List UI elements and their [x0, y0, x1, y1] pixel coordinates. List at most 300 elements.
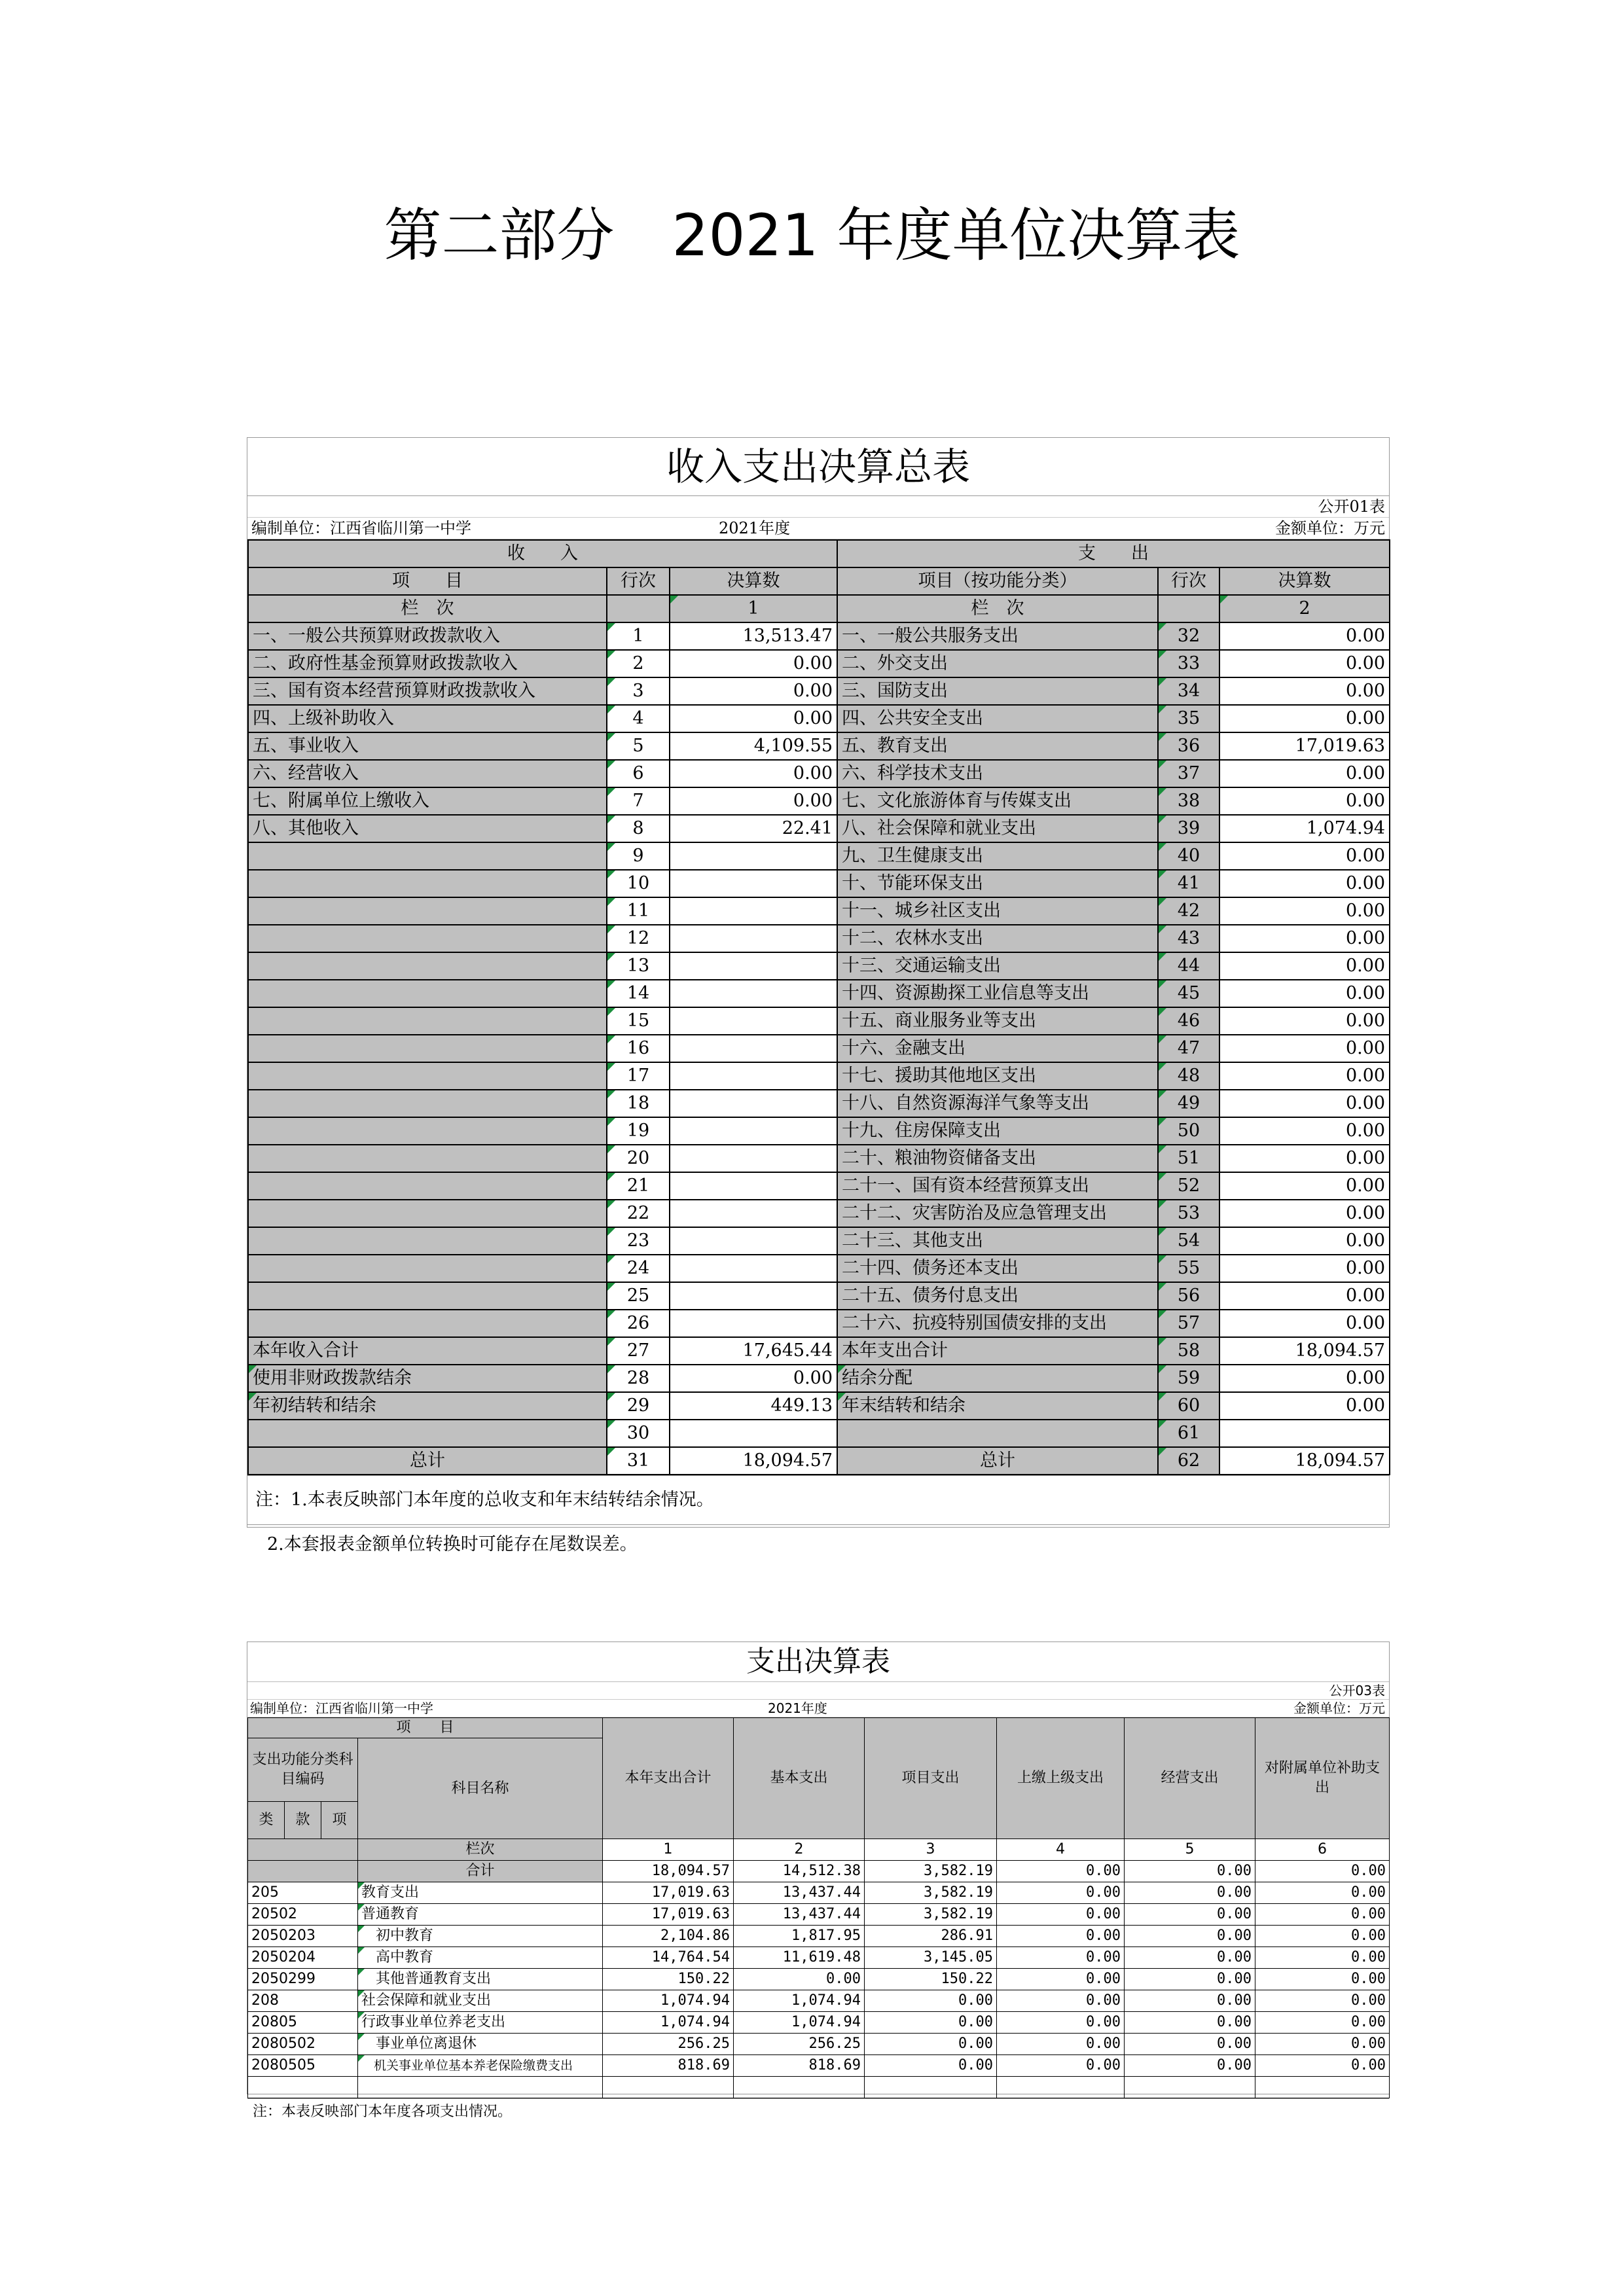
- table2-row: [248, 1926, 1390, 1947]
- income-amount: 17,645.44: [670, 1337, 837, 1365]
- expense-amount: 0.00: [1219, 870, 1390, 897]
- income-amount: [670, 952, 837, 980]
- table2-form-no-row: [247, 1682, 1389, 1700]
- table2-name: 其他普通教育支出: [358, 1969, 603, 1990]
- expense-item: 二十六、抗疫特别国债安排的支出: [837, 1310, 1158, 1337]
- expense-amount: 0.00: [1219, 925, 1390, 952]
- income-amount: [670, 1117, 837, 1145]
- expense-line-no: 61: [1158, 1420, 1219, 1447]
- table2-unit: 编制单位：江西省临川第一中学: [250, 1700, 433, 1716]
- table2-hdr-lei: 类: [248, 1802, 285, 1839]
- expense-item: 四、公共安全支出: [837, 705, 1158, 732]
- table2-value-6: 0.00: [1255, 2034, 1390, 2055]
- table2-value-1: 1,074.94: [603, 1990, 734, 2012]
- expense-line-no: 49: [1158, 1090, 1219, 1117]
- expense-amount: 1,074.94: [1219, 815, 1390, 842]
- income-line-no: 2: [607, 650, 670, 677]
- income-amount: [670, 1062, 837, 1090]
- table2-row: [248, 2012, 1390, 2034]
- table2-value-6: 0.00: [1255, 1926, 1390, 1947]
- expense-item: 五、教育支出: [837, 732, 1158, 760]
- income-amount: 0.00: [670, 677, 837, 705]
- table2-value-2: 1,074.94: [734, 1990, 865, 2012]
- income-item: [248, 1282, 607, 1310]
- table2-hdr-xiang: 项: [321, 1802, 358, 1839]
- expense-amount: 0.00: [1219, 650, 1390, 677]
- table2-value-5: 0.00: [1125, 2034, 1255, 2055]
- expense-amount: 0.00: [1219, 1392, 1390, 1420]
- expense-line-no: 38: [1158, 787, 1219, 815]
- income-amount: [670, 925, 837, 952]
- income-item: [248, 1227, 607, 1255]
- table2-empty-cell: [603, 2077, 734, 2098]
- income-expense-summary-table: [247, 437, 1390, 1554]
- table2-row: [248, 2034, 1390, 2055]
- expense-amount: 0.00: [1219, 760, 1390, 787]
- expense-amount: 0.00: [1219, 1172, 1390, 1200]
- table2-empty-cell: [865, 2077, 997, 2098]
- table2-hdr-code: 支出功能分类科目编码: [248, 1738, 358, 1802]
- income-line-no: 14: [607, 980, 670, 1007]
- table1-row: [248, 1090, 1390, 1117]
- income-amount: [670, 1420, 837, 1447]
- expense-amount: 0.00: [1219, 1365, 1390, 1392]
- income-amount: 0.00: [670, 1365, 837, 1392]
- table2-empty-cell: [997, 2077, 1125, 2098]
- income-line-no: 7: [607, 787, 670, 815]
- table2-value-3: 0.00: [865, 2012, 997, 2034]
- expense-line-no: 41: [1158, 870, 1219, 897]
- lanci-left: 栏 次: [248, 595, 607, 622]
- income-amount: 0.00: [670, 760, 837, 787]
- income-amount: [670, 1255, 837, 1282]
- income-amount: 4,109.55: [670, 732, 837, 760]
- income-amount: [670, 1090, 837, 1117]
- lanci-right-blank: [1158, 595, 1219, 622]
- table2-value-3: 0.00: [865, 2055, 997, 2077]
- table2-col-2: 基本支出: [734, 1718, 865, 1839]
- table2-empty-cell: [358, 2077, 603, 2098]
- income-line-no: 25: [607, 1282, 670, 1310]
- income-line-no: 3: [607, 677, 670, 705]
- expense-item: 一、一般公共服务支出: [837, 622, 1158, 650]
- table2-total-4: 0.00: [997, 1861, 1125, 1882]
- col-amount: 决算数: [670, 567, 837, 595]
- table2-heji: 合计: [358, 1861, 603, 1882]
- table1-row: [248, 1255, 1390, 1282]
- income-amount: 0.00: [670, 650, 837, 677]
- expense-amount: 0.00: [1219, 622, 1390, 650]
- expense-item: 七、文化旅游体育与传媒支出: [837, 787, 1158, 815]
- table1-note1: 注：1.本表反映部门本年度的总收支和年末结转结余情况。: [247, 1475, 1389, 1524]
- table2-col-6: 对附属单位补助支出: [1255, 1718, 1390, 1839]
- table2-name: 事业单位离退休: [358, 2034, 603, 2055]
- income-amount: 22.41: [670, 815, 837, 842]
- table2-header-row1: [248, 1718, 1390, 1738]
- table1-year: 2021年度: [719, 519, 791, 537]
- expense-amount: 18,094.57: [1219, 1447, 1390, 1475]
- expense-amount: 0.00: [1219, 705, 1390, 732]
- table1-note2: [247, 1524, 1389, 1564]
- table1-row: [248, 1420, 1390, 1447]
- expense-item: 二十五、债务付息支出: [837, 1282, 1158, 1310]
- table2-row: [248, 1882, 1390, 1904]
- income-item: [248, 1420, 607, 1447]
- income-item: [248, 1310, 607, 1337]
- expense-amount: 0.00: [1219, 952, 1390, 980]
- table2-name: 社会保障和就业支出: [358, 1990, 603, 2012]
- table2-code: 208: [248, 1990, 358, 2012]
- table1-meta-row: [247, 518, 1389, 539]
- col-line2: 行次: [1158, 567, 1219, 595]
- expense-line-no: 62: [1158, 1447, 1219, 1475]
- table1-row: [248, 1200, 1390, 1227]
- income-item: 年初结转和结余: [248, 1392, 607, 1420]
- table1-lanci-row: [248, 595, 1390, 622]
- expense-item: 二十、粮油物资储备支出: [837, 1145, 1158, 1172]
- table2-value-4: 0.00: [997, 1947, 1125, 1969]
- col-line: 行次: [607, 567, 670, 595]
- expense-amount: 18,094.57: [1219, 1337, 1390, 1365]
- income-item: [248, 925, 607, 952]
- expense-item: 六、科学技术支出: [837, 760, 1158, 787]
- table1-row: [248, 815, 1390, 842]
- col-item-func: 项目（按功能分类）: [837, 567, 1158, 595]
- expense-item: 三、国防支出: [837, 677, 1158, 705]
- lanci-left-no: 1: [670, 595, 837, 622]
- table2-grid: [247, 1717, 1390, 2098]
- lanci-right-no: 2: [1219, 595, 1390, 622]
- income-item: [248, 897, 607, 925]
- table2-total-6: 0.00: [1255, 1861, 1390, 1882]
- expense-line-no: 47: [1158, 1035, 1219, 1062]
- table2-value-2: 0.00: [734, 1969, 865, 1990]
- page-title: 第二部分 2021 年度单位决算表: [384, 202, 1240, 269]
- table1-section-header: [248, 540, 1390, 567]
- income-item: 总计: [248, 1447, 607, 1475]
- table2-value-2: 13,437.44: [734, 1904, 865, 1926]
- table2-value-5: 0.00: [1125, 2012, 1255, 2034]
- table2-name: 普通教育: [358, 1904, 603, 1926]
- table1-row: [248, 1310, 1390, 1337]
- income-amount: [670, 1310, 837, 1337]
- expense-amount: 0.00: [1219, 1200, 1390, 1227]
- table1-row: [248, 677, 1390, 705]
- income-line-no: 21: [607, 1172, 670, 1200]
- income-amount: [670, 1145, 837, 1172]
- expense-item: 十六、金融支出: [837, 1035, 1158, 1062]
- income-item: 使用非财政拨款结余: [248, 1365, 607, 1392]
- table1-currency: 金额单位：万元: [1275, 519, 1385, 537]
- expense-amount: 0.00: [1219, 1035, 1390, 1062]
- expense-item: [837, 1420, 1158, 1447]
- income-item: [248, 952, 607, 980]
- expense-line-no: 33: [1158, 650, 1219, 677]
- table2-value-1: 150.22: [603, 1969, 734, 1990]
- income-line-no: 29: [607, 1392, 670, 1420]
- table2-value-3: 3,582.19: [865, 1904, 997, 1926]
- income-line-no: 11: [607, 897, 670, 925]
- expense-line-no: 44: [1158, 952, 1219, 980]
- income-line-no: 10: [607, 870, 670, 897]
- expense-line-no: 59: [1158, 1365, 1219, 1392]
- table2-value-3: 0.00: [865, 1990, 997, 2012]
- table2-note: 注：本表反映部门本年度各项支出情况。: [247, 2098, 1389, 2125]
- expense-amount: 0.00: [1219, 1117, 1390, 1145]
- expense-line-no: 50: [1158, 1117, 1219, 1145]
- table2-total-blank: [248, 1861, 358, 1882]
- income-line-no: 8: [607, 815, 670, 842]
- table1-grid: [247, 539, 1390, 1475]
- expense-item: 十一、城乡社区支出: [837, 897, 1158, 925]
- table2-col-5: 经营支出: [1125, 1718, 1255, 1839]
- income-line-no: 12: [607, 925, 670, 952]
- table2-value-5: 0.00: [1125, 1882, 1255, 1904]
- table2-lanci-row: [248, 1839, 1390, 1861]
- expense-amount: 0.00: [1219, 842, 1390, 870]
- expense-amount: 0.00: [1219, 787, 1390, 815]
- expense-amount: 0.00: [1219, 1282, 1390, 1310]
- table2-code: 20502: [248, 1904, 358, 1926]
- expense-amount: 0.00: [1219, 1227, 1390, 1255]
- expense-line-no: 53: [1158, 1200, 1219, 1227]
- income-item: 二、政府性基金预算财政拨款收入: [248, 650, 607, 677]
- table2-col-4: 上缴上级支出: [997, 1718, 1125, 1839]
- table2-value-3: 286.91: [865, 1926, 997, 1947]
- income-amount: [670, 870, 837, 897]
- table2-total-3: 3,582.19: [865, 1861, 997, 1882]
- table2-value-6: 0.00: [1255, 2012, 1390, 2034]
- expense-line-no: 37: [1158, 760, 1219, 787]
- income-item: [248, 1035, 607, 1062]
- expense-line-no: 48: [1158, 1062, 1219, 1090]
- income-amount: [670, 842, 837, 870]
- income-amount: 0.00: [670, 787, 837, 815]
- expense-amount: 0.00: [1219, 1255, 1390, 1282]
- income-line-no: 5: [607, 732, 670, 760]
- table1-row: [248, 1145, 1390, 1172]
- income-item: 五、事业收入: [248, 732, 607, 760]
- income-header: 收 入: [248, 540, 837, 567]
- table2-currency: 金额单位：万元: [1293, 1700, 1385, 1716]
- table2-total-1: 18,094.57: [603, 1861, 734, 1882]
- table2-code: 2080505: [248, 2055, 358, 2077]
- expense-amount: 17,019.63: [1219, 732, 1390, 760]
- income-item: [248, 1117, 607, 1145]
- table2-value-6: 0.00: [1255, 2055, 1390, 2077]
- table1-note2-text: 2.本套报表金额单位转换时可能存在尾数误差。: [267, 1534, 638, 1554]
- table2-year: 2021年度: [768, 1700, 827, 1716]
- income-line-no: 30: [607, 1420, 670, 1447]
- table2-value-4: 0.00: [997, 2055, 1125, 2077]
- expense-amount: 0.00: [1219, 1007, 1390, 1035]
- income-item: [248, 1090, 607, 1117]
- table2-row: [248, 1904, 1390, 1926]
- table2-lanci: 栏次: [358, 1839, 603, 1861]
- table2-code: 2050203: [248, 1926, 358, 1947]
- table2-value-1: 256.25: [603, 2034, 734, 2055]
- expense-line-no: 40: [1158, 842, 1219, 870]
- income-item: 三、国有资本经营预算财政拨款收入: [248, 677, 607, 705]
- expense-header: 支 出: [837, 540, 1390, 567]
- income-item: [248, 1200, 607, 1227]
- expense-line-no: 60: [1158, 1392, 1219, 1420]
- table1-row: [248, 787, 1390, 815]
- table2-value-2: 818.69: [734, 2055, 865, 2077]
- table2-col-1: 本年支出合计: [603, 1718, 734, 1839]
- expense-item: 二十二、灾害防治及应急管理支出: [837, 1200, 1158, 1227]
- expense-item: 二十三、其他支出: [837, 1227, 1158, 1255]
- expense-line-no: 39: [1158, 815, 1219, 842]
- table2-value-1: 818.69: [603, 2055, 734, 2077]
- table2-empty-cell: [1255, 2077, 1390, 2098]
- table2-value-1: 17,019.63: [603, 1904, 734, 1926]
- table2-value-4: 0.00: [997, 1969, 1125, 1990]
- table2-value-1: 17,019.63: [603, 1882, 734, 1904]
- table1-row: [248, 760, 1390, 787]
- income-item: [248, 980, 607, 1007]
- expense-line-no: 34: [1158, 677, 1219, 705]
- expense-amount: 0.00: [1219, 1145, 1390, 1172]
- expense-line-no: 58: [1158, 1337, 1219, 1365]
- table2-value-2: 1,817.95: [734, 1926, 865, 1947]
- table2-name: 高中教育: [358, 1947, 603, 1969]
- table2-colnum-6: 6: [1255, 1839, 1390, 1861]
- table1-row: [248, 1227, 1390, 1255]
- income-line-no: 20: [607, 1145, 670, 1172]
- table2-hdr-name: 科目名称: [358, 1738, 603, 1839]
- table1-row: [248, 650, 1390, 677]
- expense-item: 二、外交支出: [837, 650, 1158, 677]
- expense-item: 十九、住房保障支出: [837, 1117, 1158, 1145]
- table1-row: [248, 1337, 1390, 1365]
- income-item: 四、上级补助收入: [248, 705, 607, 732]
- income-line-no: 26: [607, 1310, 670, 1337]
- expense-line-no: 45: [1158, 980, 1219, 1007]
- table2-code: 2050204: [248, 1947, 358, 1969]
- table2-value-3: 3,582.19: [865, 1882, 997, 1904]
- table1-row: [248, 1172, 1390, 1200]
- table1-row: [248, 705, 1390, 732]
- table2-colnum-1: 1: [603, 1839, 734, 1861]
- table1-form-no: 公开01表: [1318, 497, 1385, 516]
- income-item: [248, 1007, 607, 1035]
- lanci-right: 栏 次: [837, 595, 1158, 622]
- table2-value-5: 0.00: [1125, 1947, 1255, 1969]
- table1-row: [248, 1117, 1390, 1145]
- expense-line-no: 36: [1158, 732, 1219, 760]
- table2-row: [248, 1969, 1390, 1990]
- expense-line-no: 54: [1158, 1227, 1219, 1255]
- table2-value-1: 1,074.94: [603, 2012, 734, 2034]
- income-line-no: 17: [607, 1062, 670, 1090]
- table2-hdr-kuan: 款: [285, 1802, 321, 1839]
- income-amount: [670, 897, 837, 925]
- table1-row: [248, 1035, 1390, 1062]
- expense-amount: 0.00: [1219, 677, 1390, 705]
- lanci-left-blank: [607, 595, 670, 622]
- expense-amount: [1219, 1420, 1390, 1447]
- income-line-no: 1: [607, 622, 670, 650]
- table2-code: 205: [248, 1882, 358, 1904]
- expense-item: 十四、资源勘探工业信息等支出: [837, 980, 1158, 1007]
- table2-code: 2080502: [248, 2034, 358, 2055]
- expense-item: 十、节能环保支出: [837, 870, 1158, 897]
- expense-line-no: 42: [1158, 897, 1219, 925]
- table1-row: [248, 980, 1390, 1007]
- income-item: [248, 1062, 607, 1090]
- table1-row: [248, 925, 1390, 952]
- income-line-no: 4: [607, 705, 670, 732]
- table2-empty-row: [248, 2077, 1390, 2098]
- table2-name: 教育支出: [358, 1882, 603, 1904]
- income-amount: [670, 1035, 837, 1062]
- table1-row: [248, 842, 1390, 870]
- expenditure-table: [247, 1641, 1390, 2120]
- income-line-no: 28: [607, 1365, 670, 1392]
- table2-form-no: 公开03表: [1329, 1683, 1385, 1698]
- expense-item: 二十一、国有资本经营预算支出: [837, 1172, 1158, 1200]
- table2-lanci-blank: [248, 1839, 358, 1861]
- expense-item: 十二、农林水支出: [837, 925, 1158, 952]
- expense-item: 十七、援助其他地区支出: [837, 1062, 1158, 1090]
- income-amount: [670, 1172, 837, 1200]
- expense-amount: 0.00: [1219, 1310, 1390, 1337]
- table2-meta-row: [247, 1700, 1389, 1717]
- income-item: 一、一般公共预算财政拨款收入: [248, 622, 607, 650]
- income-item: [248, 1145, 607, 1172]
- table2-value-6: 0.00: [1255, 1969, 1390, 1990]
- expense-item: 结余分配: [837, 1365, 1158, 1392]
- expense-item: 十三、交通运输支出: [837, 952, 1158, 980]
- table2-value-5: 0.00: [1125, 1926, 1255, 1947]
- income-amount: 449.13: [670, 1392, 837, 1420]
- expense-line-no: 52: [1158, 1172, 1219, 1200]
- income-line-no: 13: [607, 952, 670, 980]
- table1-row: [248, 1365, 1390, 1392]
- table2-value-4: 0.00: [997, 1904, 1125, 1926]
- table2-value-5: 0.00: [1125, 1990, 1255, 2012]
- income-amount: [670, 1282, 837, 1310]
- table2-row: [248, 2055, 1390, 2077]
- table1-row: [248, 897, 1390, 925]
- income-line-no: 6: [607, 760, 670, 787]
- table1-row: [248, 1007, 1390, 1035]
- income-item: [248, 1172, 607, 1200]
- income-item: [248, 870, 607, 897]
- expense-line-no: 46: [1158, 1007, 1219, 1035]
- expense-item: 二十四、债务还本支出: [837, 1255, 1158, 1282]
- table2-title: 支出决算表: [247, 1642, 1389, 1682]
- col-item: 项 目: [248, 567, 607, 595]
- income-amount: [670, 1200, 837, 1227]
- table2-value-5: 0.00: [1125, 1904, 1255, 1926]
- income-amount: 0.00: [670, 705, 837, 732]
- expense-amount: 0.00: [1219, 897, 1390, 925]
- table2-value-4: 0.00: [997, 2012, 1125, 2034]
- table2-row: [248, 1990, 1390, 2012]
- expense-item: 总计: [837, 1447, 1158, 1475]
- income-line-no: 9: [607, 842, 670, 870]
- table1-row: [248, 1447, 1390, 1475]
- table2-empty-cell: [1125, 2077, 1255, 2098]
- table2-value-2: 256.25: [734, 2034, 865, 2055]
- expense-item: 本年支出合计: [837, 1337, 1158, 1365]
- expense-amount: 0.00: [1219, 980, 1390, 1007]
- col-amount2: 决算数: [1219, 567, 1390, 595]
- income-item: [248, 842, 607, 870]
- income-line-no: 23: [607, 1227, 670, 1255]
